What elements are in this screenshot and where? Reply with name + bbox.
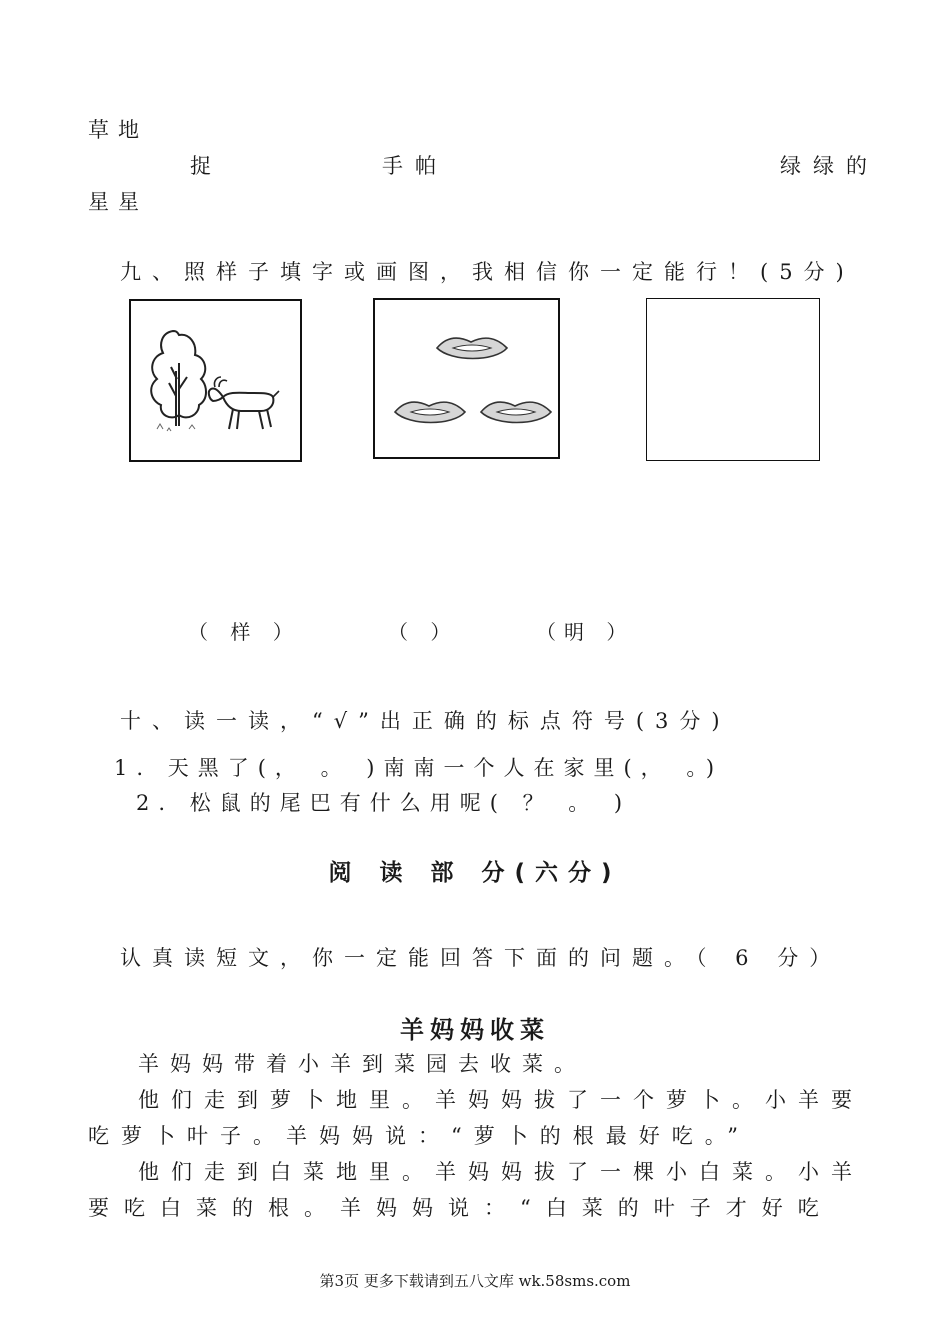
page-footer: 第3页 更多下载请到五八文库 wk.58sms.com: [319, 1272, 631, 1290]
q10-item-1: 1. 天黑了(， 。 )南南一个人在家里(， 。): [114, 756, 724, 780]
q9-label-yang: （ 样 ）: [188, 620, 301, 644]
story-line-1: 羊妈妈带着小羊到菜园去收菜。: [138, 1052, 586, 1076]
tree-goat-picture-box: [129, 299, 302, 462]
lips-picture-box: [373, 298, 560, 459]
word-zhuo: 捉: [190, 154, 220, 178]
tree-and-goat-drawing: [131, 301, 300, 460]
q9-label-ming: （明 ）: [536, 620, 635, 644]
q9-heading: 九、照样子填字或画图，我相信你一定能行！(5分): [120, 260, 855, 284]
story-line-3: 吃萝卜叶子。羊妈妈说：“萝卜的根最好吃。”: [88, 1124, 750, 1148]
story-line-2: 他们走到萝卜地里。羊妈妈拔了一个萝卜。小羊要: [138, 1088, 864, 1112]
word-shoupa: 手帕: [382, 154, 448, 178]
reading-section-title: 阅 读 部 分(六分): [328, 860, 622, 886]
story-line-4: 他们走到白菜地里。羊妈妈拔了一棵小白菜。小羊: [138, 1160, 864, 1184]
q10-item-2: 2. 松鼠的尾巴有什么用呢( ？ 。 ): [136, 791, 632, 815]
empty-drawing-box[interactable]: [646, 298, 820, 461]
word-caodi: 草地: [88, 118, 148, 142]
q9-label-blank[interactable]: （ ）: [388, 620, 459, 644]
q10-heading: 十、读一读，“√”出正确的标点符号(3分): [120, 709, 731, 733]
word-xingxing: 星星: [88, 190, 148, 214]
story-line-5: 要吃白菜的根。羊妈妈说：“白菜的叶子才好吃: [88, 1196, 834, 1220]
reading-instruction: 认真读短文，你一定能回答下面的问题。（ 6 分）: [120, 946, 842, 970]
three-lips-drawing: [375, 300, 558, 457]
word-lvlvde: 绿绿的: [780, 154, 879, 178]
story-title: 羊妈妈收菜: [400, 1015, 550, 1044]
